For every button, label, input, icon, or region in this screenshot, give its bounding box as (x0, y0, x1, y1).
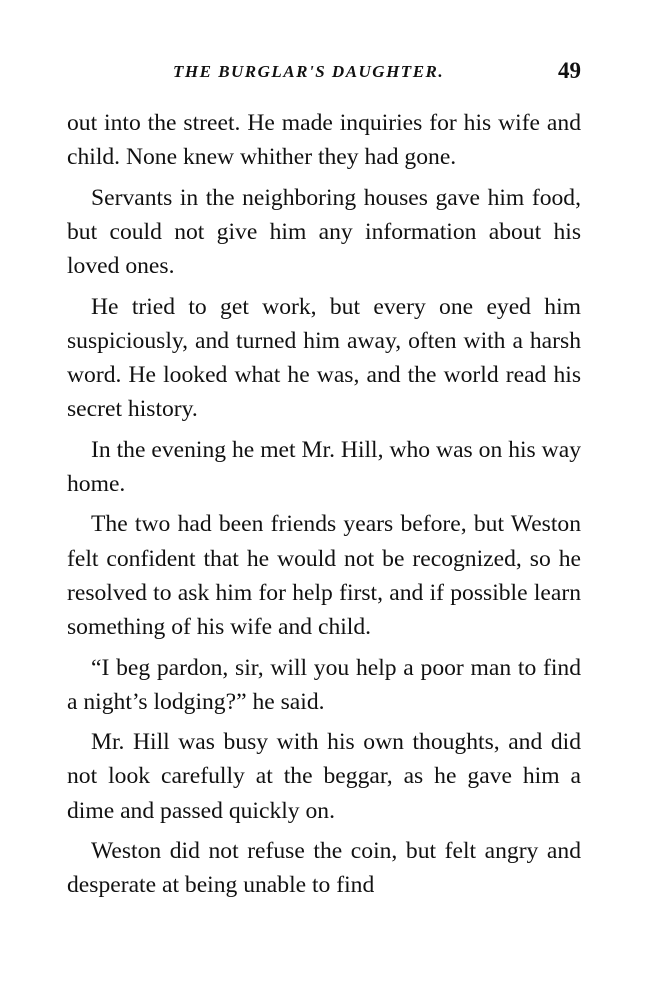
paragraph-3: He tried to get work, but every one eyed him suspiciously, and turned him away, often with a harsh word. He looked what he was, and the world read his secret history. (67, 293, 581, 423)
paragraph-1: out into the street. He made inquiries for his wife and child. None knew whither they had gone. (67, 110, 581, 171)
paragraph-5: The two had been friends years before, but Weston felt confident that he would not be recognized, so he resolved to ask him for help first, and if possible learn something of his wife and child. (67, 511, 581, 641)
page-header (67, 58, 581, 92)
paragraph-8: Weston did not refuse the coin, but felt angry and desperate at being unable to find (67, 838, 581, 899)
paragraph-6: “I beg pardon, sir, will you help a poor man to find a night’s lodging?” he said. (67, 654, 581, 715)
page-number: 49 (558, 58, 581, 83)
paragraph-4: In the evening he met Mr. Hill, who was on his way home. (67, 436, 581, 497)
paragraph-2: Servants in the neighboring houses gave him food, but could not give him any information about his loved ones. (67, 184, 581, 280)
running-title: THE BURGLAR'S DAUGHTER. (173, 62, 445, 81)
paragraph-7: Mr. Hill was busy with his own thoughts, and did not look carefully at the beggar, as he gave him a dime and passed quickly on. (67, 729, 581, 824)
body-text (67, 106, 581, 903)
